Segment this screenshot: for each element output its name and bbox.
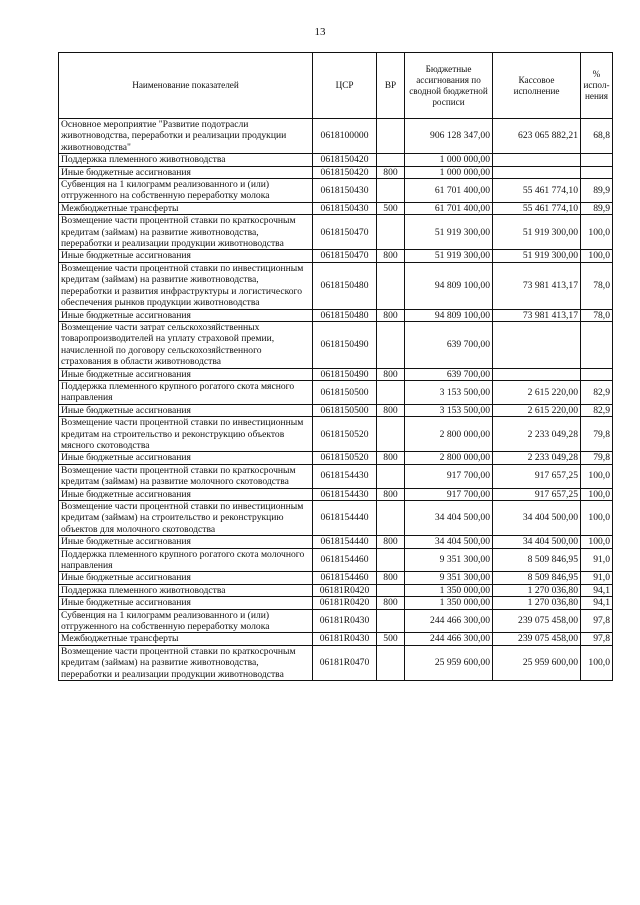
cell-pct: 94,1 [581, 597, 613, 609]
cell-csr: 0618150470 [313, 215, 377, 250]
cell-pct: 89,9 [581, 179, 613, 203]
cell-assigned: 244 466 300,00 [405, 633, 493, 645]
cell-vr: 800 [377, 597, 405, 609]
cell-pct: 68,8 [581, 119, 613, 154]
table-row [59, 202, 613, 214]
cell-name: Иные бюджетные ассигнования [59, 404, 313, 416]
cell-cash: 239 075 458,00 [493, 633, 581, 645]
cell-cash: 51 919 300,00 [493, 250, 581, 262]
cell-assigned: 917 700,00 [405, 464, 493, 488]
cell-name: Иные бюджетные ассигнования [59, 166, 313, 178]
table-row [59, 501, 613, 536]
cell-csr: 0618150490 [313, 321, 377, 368]
cell-name: Субвенция на 1 килограмм реализованного и (или) отгруженного на собственную переработку молока [59, 179, 313, 203]
header-assigned: Бюджетные ассигнования по сводной бюджетной росписи [405, 53, 493, 119]
cell-cash: 73 981 413,17 [493, 262, 581, 309]
cell-assigned: 34 404 500,00 [405, 536, 493, 548]
cell-vr [377, 179, 405, 203]
cell-vr: 800 [377, 368, 405, 380]
cell-pct: 97,8 [581, 633, 613, 645]
cell-csr: 0618154440 [313, 501, 377, 536]
cell-cash: 2 615 220,00 [493, 380, 581, 404]
cell-name: Возмещение части процентной ставки по краткосрочным кредитам (займам) на развитие молочного скотоводства [59, 464, 313, 488]
cell-cash: 623 065 882,21 [493, 119, 581, 154]
table-row [59, 584, 613, 596]
cell-cash [493, 154, 581, 166]
cell-assigned: 94 809 100,00 [405, 262, 493, 309]
cell-name: Поддержка племенного животноводства [59, 584, 313, 596]
cell-pct [581, 368, 613, 380]
cell-cash: 2 615 220,00 [493, 404, 581, 416]
cell-vr: 800 [377, 572, 405, 584]
cell-pct: 82,9 [581, 380, 613, 404]
cell-cash: 34 404 500,00 [493, 536, 581, 548]
cell-assigned: 917 700,00 [405, 488, 493, 500]
cell-vr: 800 [377, 452, 405, 464]
header-vr: ВР [377, 53, 405, 119]
cell-vr [377, 262, 405, 309]
cell-assigned: 3 153 500,00 [405, 404, 493, 416]
cell-csr: 0618150430 [313, 202, 377, 214]
cell-pct [581, 154, 613, 166]
table-body [59, 119, 613, 681]
cell-assigned: 1 000 000,00 [405, 166, 493, 178]
cell-name: Возмещение части процентной ставки по инвестиционным кредитам (займам) на строительство и реконструкцию объектов для молочного скотоводства [59, 501, 313, 536]
cell-name: Иные бюджетные ассигнования [59, 452, 313, 464]
cell-pct: 91,0 [581, 572, 613, 584]
cell-cash: 55 461 774,10 [493, 202, 581, 214]
cell-name: Иные бюджетные ассигнования [59, 309, 313, 321]
table-row [59, 215, 613, 250]
cell-pct: 97,8 [581, 609, 613, 633]
cell-pct: 100,0 [581, 250, 613, 262]
table-row [59, 548, 613, 572]
cell-vr [377, 609, 405, 633]
cell-vr [377, 119, 405, 154]
cell-cash: 51 919 300,00 [493, 215, 581, 250]
table-row [59, 609, 613, 633]
cell-name: Поддержка племенного крупного рогатого скота мясного направления [59, 380, 313, 404]
cell-csr: 06181R0430 [313, 633, 377, 645]
cell-vr: 800 [377, 536, 405, 548]
cell-cash: 917 657,25 [493, 464, 581, 488]
cell-pct: 82,9 [581, 404, 613, 416]
budget-table [58, 52, 613, 681]
table-row [59, 404, 613, 416]
cell-cash: 55 461 774,10 [493, 179, 581, 203]
cell-cash: 73 981 413,17 [493, 309, 581, 321]
header-csr: ЦСР [313, 53, 377, 119]
cell-csr: 0618150470 [313, 250, 377, 262]
cell-assigned: 94 809 100,00 [405, 309, 493, 321]
table-row [59, 452, 613, 464]
cell-name: Межбюджетные трансферты [59, 202, 313, 214]
table-row [59, 645, 613, 680]
cell-pct: 94,1 [581, 584, 613, 596]
cell-vr [377, 645, 405, 680]
header-cash: Кассовое исполнение [493, 53, 581, 119]
header-name: Наименование показателей [59, 53, 313, 119]
cell-csr: 0618150500 [313, 380, 377, 404]
cell-assigned: 639 700,00 [405, 321, 493, 368]
cell-name: Иные бюджетные ассигнования [59, 597, 313, 609]
cell-vr: 800 [377, 309, 405, 321]
cell-csr: 0618150490 [313, 368, 377, 380]
table-row [59, 309, 613, 321]
cell-csr: 0618154460 [313, 572, 377, 584]
table-row [59, 464, 613, 488]
cell-assigned: 34 404 500,00 [405, 501, 493, 536]
header-pct: % испол-нения [581, 53, 613, 119]
cell-name: Поддержка племенного крупного рогатого скота молочного направления [59, 548, 313, 572]
cell-pct: 79,8 [581, 417, 613, 452]
table-row [59, 597, 613, 609]
cell-vr [377, 548, 405, 572]
cell-vr [377, 380, 405, 404]
table-row [59, 417, 613, 452]
cell-csr: 0618100000 [313, 119, 377, 154]
cell-name: Возмещение части процентной ставки по инвестиционным кредитам на строительство и реконструкцию объектов мясного скотоводства [59, 417, 313, 452]
cell-assigned: 3 153 500,00 [405, 380, 493, 404]
cell-csr: 0618150480 [313, 262, 377, 309]
cell-csr: 0618154460 [313, 548, 377, 572]
table-row [59, 321, 613, 368]
cell-cash: 2 233 049,28 [493, 452, 581, 464]
cell-vr [377, 464, 405, 488]
cell-name: Иные бюджетные ассигнования [59, 250, 313, 262]
cell-pct: 100,0 [581, 488, 613, 500]
cell-pct [581, 166, 613, 178]
cell-assigned: 2 800 000,00 [405, 417, 493, 452]
table-row [59, 536, 613, 548]
table-row [59, 119, 613, 154]
cell-assigned: 1 000 000,00 [405, 154, 493, 166]
cell-cash: 34 404 500,00 [493, 501, 581, 536]
cell-pct [581, 321, 613, 368]
cell-cash: 1 270 036,80 [493, 584, 581, 596]
cell-csr: 0618150420 [313, 166, 377, 178]
cell-pct: 100,0 [581, 215, 613, 250]
cell-assigned: 639 700,00 [405, 368, 493, 380]
cell-csr: 0618154430 [313, 464, 377, 488]
cell-name: Возмещение части затрат сельскохозяйственных товаропроизводителей на уплату страховой премии, начисленной по договору сельскохозяйственного страхования в области животноводства [59, 321, 313, 368]
cell-cash: 8 509 846,95 [493, 548, 581, 572]
cell-vr: 800 [377, 488, 405, 500]
table-row [59, 572, 613, 584]
cell-cash: 1 270 036,80 [493, 597, 581, 609]
cell-name: Возмещение части процентной ставки по инвестиционным кредитам (займам) на развитие животноводства, переработки и развития инфраструктуры и логистического обеспечения рынков продукции животноводства [59, 262, 313, 309]
cell-assigned: 61 701 400,00 [405, 179, 493, 203]
cell-csr: 0618150520 [313, 417, 377, 452]
cell-csr: 0618150500 [313, 404, 377, 416]
cell-vr [377, 584, 405, 596]
cell-pct: 100,0 [581, 536, 613, 548]
cell-vr [377, 215, 405, 250]
cell-csr: 0618154430 [313, 488, 377, 500]
cell-assigned: 1 350 000,00 [405, 584, 493, 596]
cell-cash: 25 959 600,00 [493, 645, 581, 680]
cell-name: Поддержка племенного животноводства [59, 154, 313, 166]
cell-name: Возмещение части процентной ставки по краткосрочным кредитам (займам) на развитие животноводства, переработки и реализации продукции животноводства [59, 645, 313, 680]
cell-name: Иные бюджетные ассигнования [59, 572, 313, 584]
cell-cash [493, 166, 581, 178]
cell-pct: 78,0 [581, 262, 613, 309]
cell-vr [377, 321, 405, 368]
cell-assigned: 1 350 000,00 [405, 597, 493, 609]
cell-name: Иные бюджетные ассигнования [59, 536, 313, 548]
table-row [59, 633, 613, 645]
table-row [59, 380, 613, 404]
cell-name: Межбюджетные трансферты [59, 633, 313, 645]
table-row [59, 262, 613, 309]
cell-pct: 78,0 [581, 309, 613, 321]
cell-name: Основное мероприятие "Развитие подотрасли животноводства, переработки и реализации продукции животноводства" [59, 119, 313, 154]
cell-assigned: 244 466 300,00 [405, 609, 493, 633]
cell-csr: 0618150480 [313, 309, 377, 321]
cell-vr [377, 417, 405, 452]
cell-csr: 0618154440 [313, 536, 377, 548]
cell-vr: 500 [377, 202, 405, 214]
cell-pct: 89,9 [581, 202, 613, 214]
table-row [59, 368, 613, 380]
table-row [59, 488, 613, 500]
cell-name: Возмещение части процентной ставки по краткосрочным кредитам (займам) на развитие животноводства, переработки и реализации продукции животноводства [59, 215, 313, 250]
cell-cash: 2 233 049,28 [493, 417, 581, 452]
cell-pct: 100,0 [581, 645, 613, 680]
table-row [59, 166, 613, 178]
cell-vr: 500 [377, 633, 405, 645]
cell-assigned: 61 701 400,00 [405, 202, 493, 214]
cell-assigned: 9 351 300,00 [405, 548, 493, 572]
cell-name: Субвенция на 1 килограмм реализованного и (или) отгруженного на собственную переработку молока [59, 609, 313, 633]
page-number: 13 [314, 26, 326, 38]
cell-pct: 91,0 [581, 548, 613, 572]
cell-cash: 8 509 846,95 [493, 572, 581, 584]
cell-pct: 100,0 [581, 501, 613, 536]
cell-assigned: 2 800 000,00 [405, 452, 493, 464]
cell-cash [493, 321, 581, 368]
cell-vr [377, 501, 405, 536]
cell-assigned: 51 919 300,00 [405, 215, 493, 250]
cell-csr: 06181R0420 [313, 584, 377, 596]
cell-name: Иные бюджетные ассигнования [59, 488, 313, 500]
cell-vr: 800 [377, 250, 405, 262]
cell-pct: 100,0 [581, 464, 613, 488]
cell-csr: 0618150420 [313, 154, 377, 166]
table-row [59, 154, 613, 166]
cell-csr: 06181R0430 [313, 609, 377, 633]
cell-csr: 0618150520 [313, 452, 377, 464]
cell-vr: 800 [377, 166, 405, 178]
table-row [59, 250, 613, 262]
cell-assigned: 9 351 300,00 [405, 572, 493, 584]
table-row [59, 179, 613, 203]
cell-cash: 239 075 458,00 [493, 609, 581, 633]
cell-vr: 800 [377, 404, 405, 416]
cell-assigned: 51 919 300,00 [405, 250, 493, 262]
cell-cash: 917 657,25 [493, 488, 581, 500]
cell-cash [493, 368, 581, 380]
cell-name: Иные бюджетные ассигнования [59, 368, 313, 380]
cell-pct: 79,8 [581, 452, 613, 464]
cell-csr: 06181R0420 [313, 597, 377, 609]
cell-csr: 0618150430 [313, 179, 377, 203]
cell-assigned: 906 128 347,00 [405, 119, 493, 154]
cell-csr: 06181R0470 [313, 645, 377, 680]
cell-assigned: 25 959 600,00 [405, 645, 493, 680]
cell-vr [377, 154, 405, 166]
